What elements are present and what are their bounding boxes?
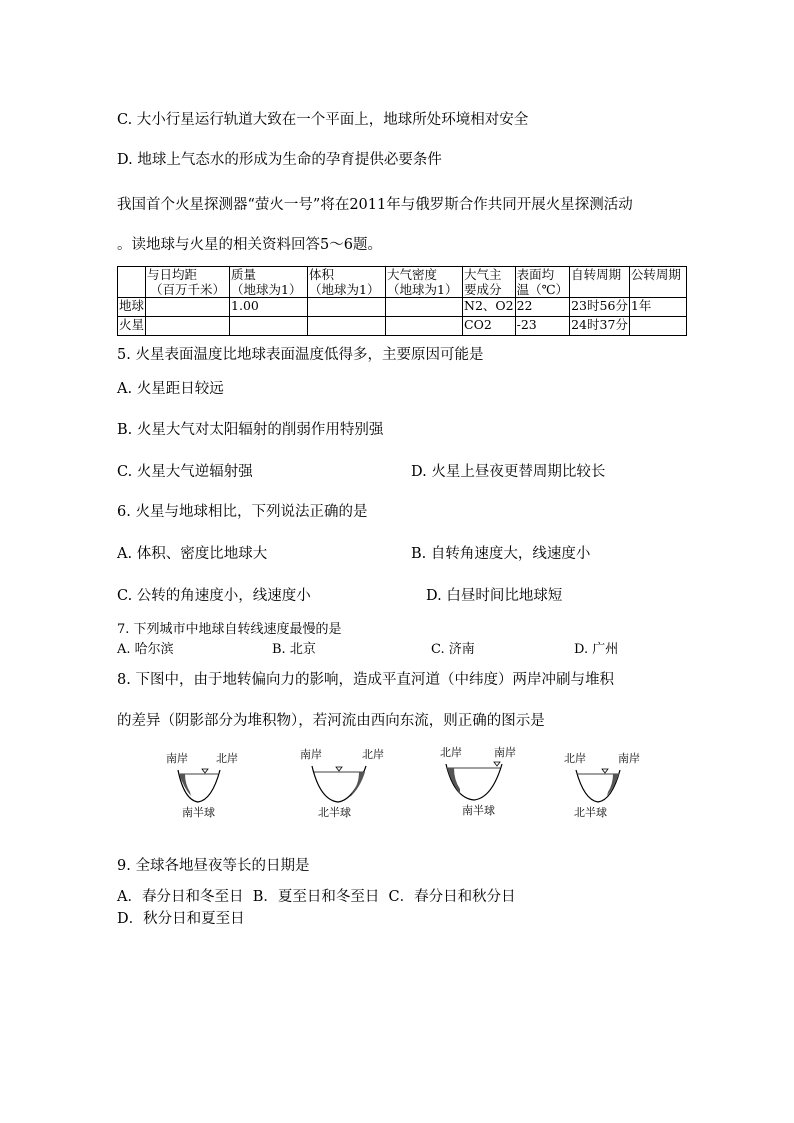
header-cell: 大气密度 （地球为1） <box>386 267 463 298</box>
table-row <box>118 298 687 317</box>
table-cell: 火星 <box>118 317 146 336</box>
bank-label-left: 南岸 <box>166 752 188 765</box>
bank-label-right: 北岸 <box>216 752 238 765</box>
table-cell <box>386 317 463 336</box>
q5-option-c: C. 火星大气逆辐射强 <box>117 464 253 480</box>
table-cell: -23 <box>515 317 569 336</box>
hemisphere-label: 北半球 <box>318 806 351 819</box>
bank-label-left: 北岸 <box>440 746 462 759</box>
table-cell: N2、O2 <box>463 298 516 317</box>
q9-stem: 9. 全球各地昼夜等长的日期是 <box>117 858 310 874</box>
river-cross-section <box>158 742 278 822</box>
header-cell: 大气主 要成分 <box>463 267 516 298</box>
table-cell <box>146 298 230 317</box>
q8-stem-line-2: 的差异（阴影部分为堆积物），若河流由西向东流，则正确的图示是 <box>117 713 545 729</box>
header-cell: 与日均距 （百万千米） <box>146 267 230 298</box>
river-cross-section <box>292 742 412 822</box>
table-cell: 24时37分 <box>570 317 630 336</box>
river-diagram-b <box>292 742 412 822</box>
bank-label-right: 南岸 <box>494 746 516 759</box>
bank-label-right: 南岸 <box>618 752 640 765</box>
table-cell: 地球 <box>118 298 146 317</box>
q5-option-b: B. 火星大气对太阳辐射的削弱作用特别强 <box>117 422 384 438</box>
q9-option-d: D．秋分日和夏至日 <box>117 911 245 927</box>
q7-option-d: D. 广州 <box>574 642 619 657</box>
q5-option-a: A. 火星距日较远 <box>117 381 224 397</box>
q5-option-d: D. 火星上昼夜更替周期比较长 <box>411 464 606 480</box>
table-cell: 1.00 <box>230 298 308 317</box>
table-header-row <box>118 267 687 298</box>
q7-stem: 7. 下列城市中地球自转线速度最慢的是 <box>117 622 342 637</box>
table-cell <box>230 317 308 336</box>
table-cell <box>146 317 230 336</box>
hemisphere-label: 北半球 <box>574 806 607 819</box>
header-cell: 体积 （地球为1） <box>308 267 386 298</box>
table-cell <box>629 317 686 336</box>
header-cell: 自转周期 <box>570 267 630 298</box>
q6-option-d: D. 白昼时间比地球短 <box>426 588 563 604</box>
river-diagram-d <box>562 742 682 822</box>
hemisphere-label: 南半球 <box>182 806 215 819</box>
q7-option-a: A. 哈尔滨 <box>117 642 174 657</box>
table-cell: CO2 <box>463 317 516 336</box>
river-cross-section <box>432 742 552 822</box>
option-d: D. 地球上气态水的形成为生命的孕育提供必要条件 <box>117 152 442 168</box>
header-cell: 表面均 温（℃） <box>516 267 569 297</box>
header-cell: 质量 （地球为1） <box>230 267 308 298</box>
header-cell <box>118 267 146 298</box>
table-cell <box>308 317 386 336</box>
table-cell <box>386 298 463 317</box>
q7-option-c: C. 济南 <box>431 642 475 657</box>
table-cell <box>308 298 386 317</box>
q8-stem-line-1: 8. 下图中，由于地转偏向力的影响，造成平直河道（中纬度）两岸冲刷与堆积 <box>117 672 614 688</box>
intro-line-2: 。读地球与火星的相关资料回答5～6题。 <box>117 237 382 253</box>
river-diagram-c <box>432 742 552 822</box>
river-cross-section <box>562 742 682 822</box>
q5-stem: 5. 火星表面温度比地球表面温度低得多，主要原因可能是 <box>117 347 484 363</box>
bank-label-left: 南岸 <box>300 748 322 761</box>
q6-option-b: B. 自转角速度大，线速度小 <box>411 546 591 562</box>
table-cell: 1年 <box>629 298 686 317</box>
option-c: C. 大小行星运行轨道大致在一个平面上，地球所处环境相对安全 <box>117 112 529 128</box>
q9-options-abc: A．春分日和冬至日 B．夏至日和冬至日 C．春分日和秋分日 <box>117 889 516 905</box>
hemisphere-label: 南半球 <box>462 804 495 817</box>
q7-option-b: B. 北京 <box>272 642 316 657</box>
table-row <box>118 317 687 336</box>
bank-label-left: 北岸 <box>564 752 586 765</box>
q6-option-c: C. 公转的角速度小，线速度小 <box>117 588 311 604</box>
bank-label-right: 北岸 <box>362 748 384 761</box>
intro-line-1: 我国首个火星探测器“萤火一号”将在2011年与俄罗斯合作共同开展火星探测活动 <box>117 197 633 213</box>
q6-stem: 6. 火星与地球相比，下列说法正确的是 <box>117 504 368 520</box>
river-diagram-a <box>158 742 278 822</box>
header-cell: 公转周期 <box>629 267 686 298</box>
table-cell: 23时56分 <box>570 298 630 317</box>
table-cell: 22 <box>515 298 569 317</box>
q6-option-a: A. 体积、密度比地球大 <box>117 546 268 562</box>
planet-data-table <box>117 266 687 336</box>
